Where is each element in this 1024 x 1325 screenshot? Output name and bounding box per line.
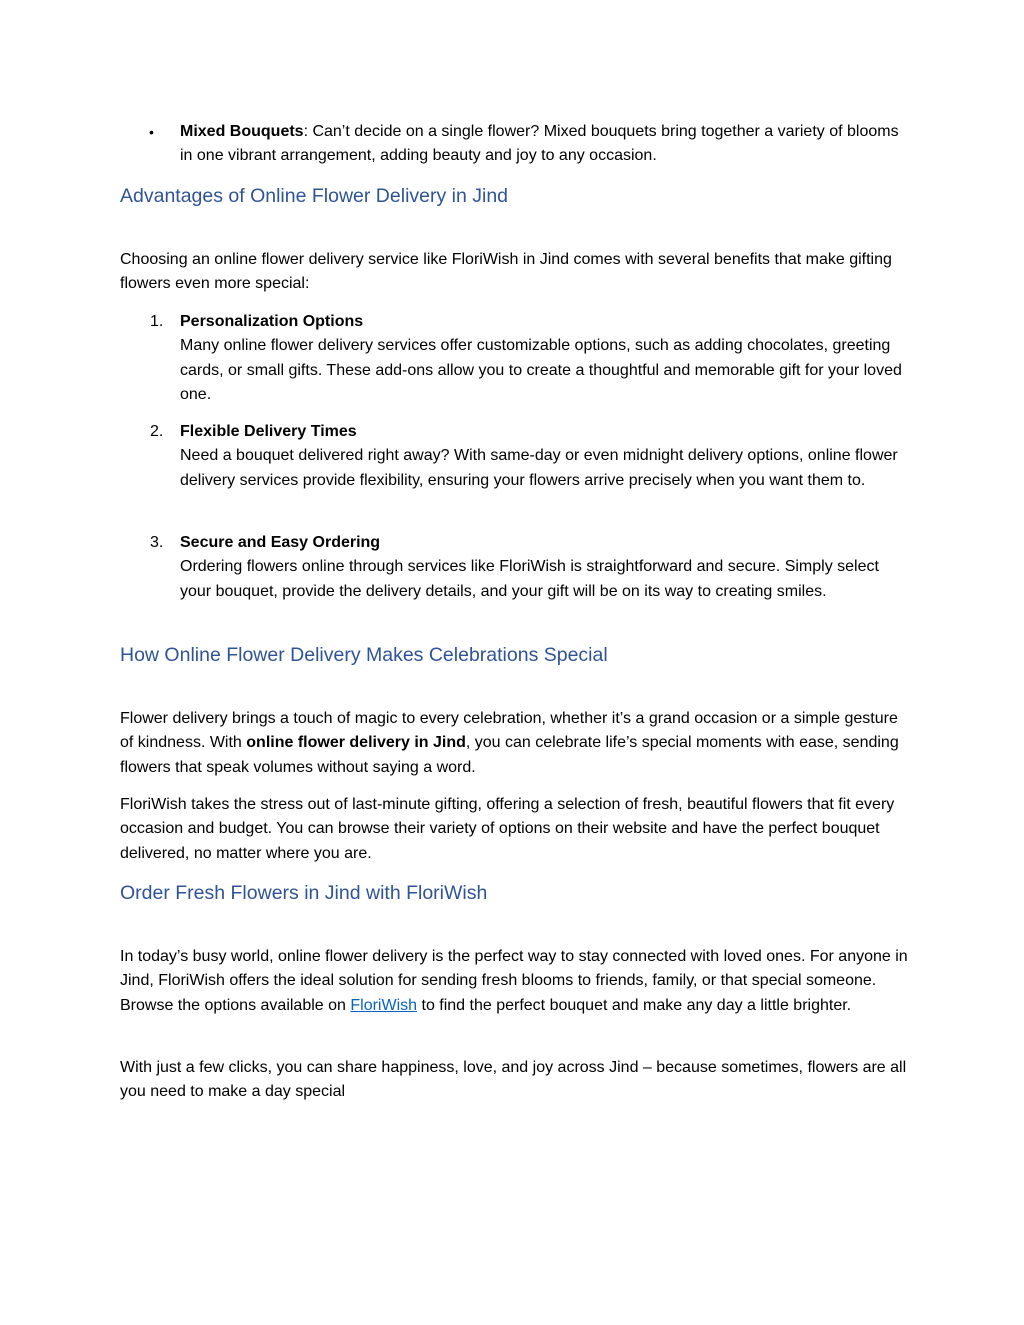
list-item: [180, 420, 910, 493]
bullet-item-text: : Can’t decide on a single flower? Mixed bouquets bring together a variety of blooms in one vibrant arrangement, adding beauty and joy to any occasion.: [180, 123, 899, 165]
floriwish-link[interactable]: FloriWish: [350, 996, 418, 1014]
paragraph-text: , you can celebrate life’s special moments with ease, sending flowers that speak volumes without saying a word.: [120, 734, 899, 776]
section2-paragraph-2: FloriWish takes the stress out of last-minute gifting, offering a selection of fresh, beautiful flowers that fit every occasion and budget. You can browse their variety of options on their website and have the perfect bouquet delivered, no matter where you are.: [120, 796, 895, 862]
list-number: 1.: [150, 313, 164, 330]
list-item-text: Many online flower delivery services offer customizable options, such as adding chocolates, greeting cards, or small gifts. These add-ons allow you to create a thoughtful and memorable gift for your loved one.: [180, 337, 902, 403]
bold-phrase: online flower delivery in Jind: [246, 734, 466, 752]
list-item: [180, 310, 910, 407]
bullet-symbol: •: [149, 124, 154, 140]
section-heading-order: Order Fresh Flowers in Jind with FloriWish: [120, 882, 488, 904]
section3-paragraph-2: With just a few clicks, you can share happiness, love, and joy across Jind – because sometimes, flowers are all you need to make a day special: [120, 1059, 907, 1101]
section3-paragraph-1: [120, 945, 910, 1018]
list-item-title: Flexible Delivery Times: [180, 423, 357, 440]
list-item-title: Personalization Options: [180, 313, 364, 330]
list-item-title: Secure and Easy Ordering: [180, 534, 381, 551]
section-heading-celebrations: How Online Flower Delivery Makes Celebrations Special: [120, 644, 608, 666]
paragraph-text: In today’s busy world, online flower delivery is the perfect way to stay connected with loved ones. For anyone in Jind, FloriWish offers the ideal solution for sending fresh blooms to friends, family, or that special someone. Browse the options available on: [120, 948, 908, 1014]
list-item-text: Need a bouquet delivered right away? With same-day or even midnight delivery options, online flower delivery services provide flexibility, ensuring your flowers arrive precisely when you want them to.: [180, 447, 898, 489]
section-heading-advantages: Advantages of Online Flower Delivery in Jind: [120, 185, 509, 207]
paragraph-text: to find the perfect bouquet and make any day a little brighter.: [417, 996, 852, 1014]
bullet-item-mixed-bouquets: [180, 120, 910, 169]
section1-intro: Choosing an online flower delivery service like FloriWish in Jind comes with several benefits that make gifting flowers even more special:: [120, 251, 892, 293]
bullet-item-title: Mixed Bouquets: [180, 123, 304, 140]
list-number: 3.: [150, 534, 164, 551]
section2-paragraph-1: [120, 707, 910, 780]
list-item: [180, 531, 910, 604]
paragraph-text: Flower delivery brings a touch of magic to every celebration, whether it’s a grand occasion or a simple gesture of kindness. With: [120, 710, 898, 752]
list-number: 2.: [150, 423, 164, 440]
list-item-text: Ordering flowers online through services like FloriWish is straightforward and secure. Simply select your bouquet, provide the delivery details, and your gift will be on its way to creating smiles.: [180, 558, 879, 600]
